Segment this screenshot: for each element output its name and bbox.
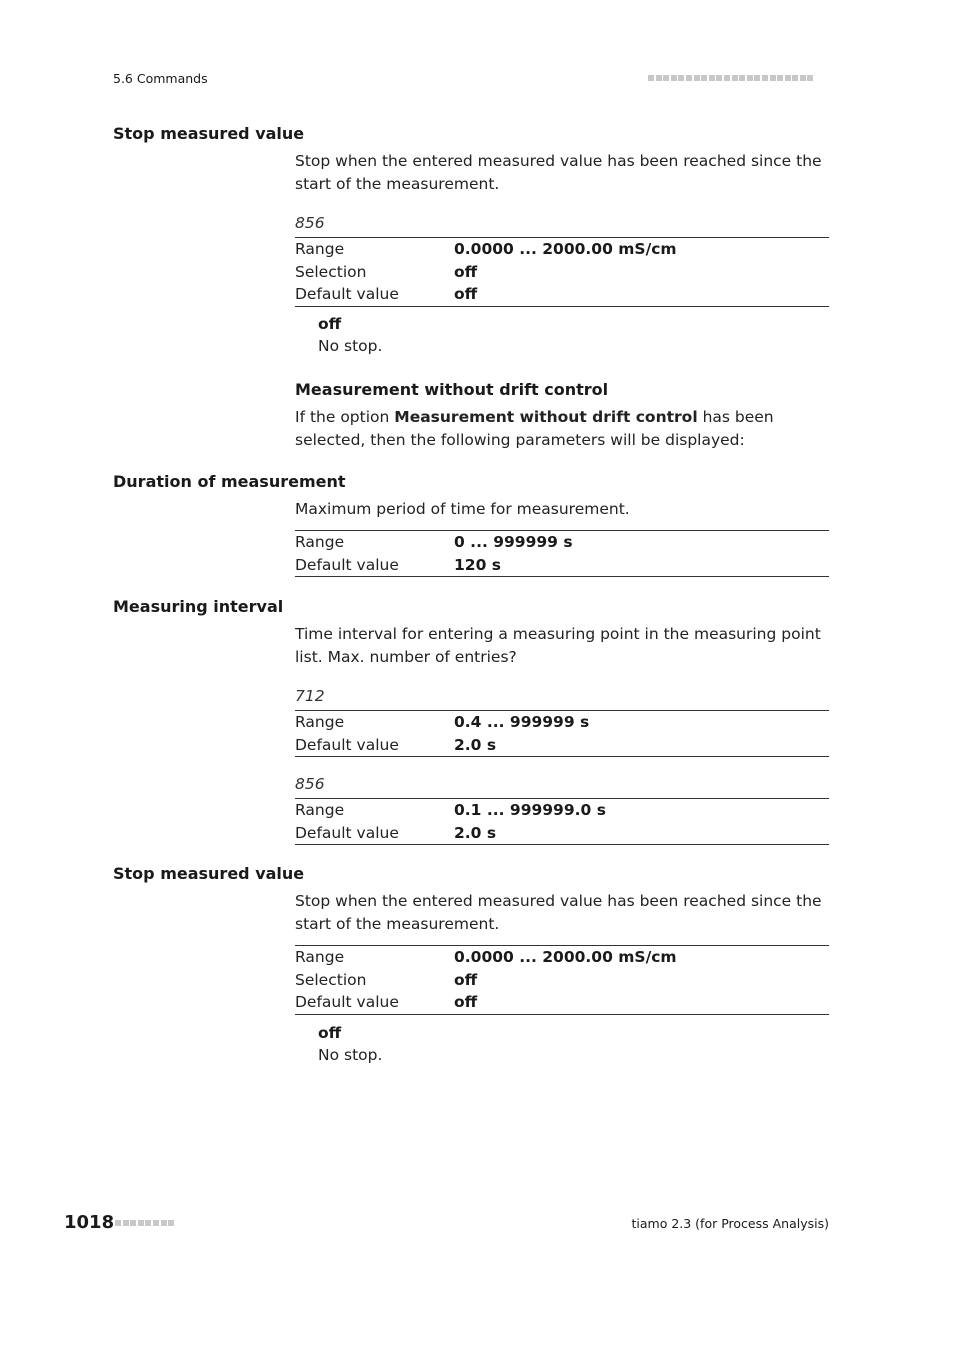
row-key: Selection bbox=[295, 262, 367, 281]
row-value: 2.0 s bbox=[454, 823, 497, 842]
row-key: Range bbox=[295, 713, 345, 732]
row-value: 0 ... 999999 s bbox=[454, 533, 573, 552]
device-model-label: 856 bbox=[295, 775, 325, 793]
param-table bbox=[295, 945, 829, 1015]
option-name: off bbox=[318, 1024, 342, 1042]
table-row bbox=[295, 991, 829, 1014]
row-value: 0.4 ... 999999 s bbox=[454, 713, 590, 732]
row-key: Range bbox=[295, 801, 345, 820]
row-value: 0.0000 ... 2000.00 mS/cm bbox=[454, 948, 677, 967]
table-row bbox=[295, 822, 829, 845]
table-row bbox=[295, 946, 829, 969]
row-value: 0.1 ... 999999.0 s bbox=[454, 801, 606, 820]
row-value: off bbox=[454, 993, 478, 1012]
option-name: off bbox=[318, 315, 342, 333]
row-key: Default value bbox=[295, 823, 399, 842]
running-header-section: 5.6 Commands bbox=[113, 71, 208, 86]
footer-decoration bbox=[115, 1220, 174, 1226]
page-number: 1018 bbox=[64, 1212, 115, 1233]
row-key: Default value bbox=[295, 993, 399, 1012]
option-description: No stop. bbox=[318, 1046, 383, 1064]
row-key: Default value bbox=[295, 735, 399, 754]
device-model-label: 712 bbox=[295, 687, 325, 705]
table-row bbox=[295, 711, 829, 734]
table-row bbox=[295, 799, 829, 822]
row-value: off bbox=[454, 285, 478, 304]
row-value: 120 s bbox=[454, 555, 501, 574]
param-description: Maximum period of time for measurement. bbox=[295, 500, 630, 518]
row-value: 2.0 s bbox=[454, 735, 497, 754]
param-table bbox=[295, 798, 829, 845]
row-key: Range bbox=[295, 948, 345, 967]
table-row bbox=[295, 734, 829, 757]
row-key: Default value bbox=[295, 555, 399, 574]
param-table bbox=[295, 237, 829, 307]
device-model-label: 856 bbox=[295, 214, 325, 232]
product-name: tiamo 2.3 (for Process Analysis) bbox=[631, 1216, 829, 1231]
table-row bbox=[295, 969, 829, 992]
param-title-measuring-interval: Measuring interval bbox=[113, 597, 284, 616]
row-value: off bbox=[454, 970, 478, 989]
row-key: Default value bbox=[295, 285, 399, 304]
table-row bbox=[295, 554, 829, 577]
param-description: Time interval for entering a measuring point in the measuring point list. Max. number of entries? bbox=[295, 625, 821, 666]
param-table bbox=[295, 530, 829, 577]
row-key: Range bbox=[295, 240, 345, 259]
table-row bbox=[295, 238, 829, 261]
param-description: Stop when the entered measured value has been reached since the start of the measurement. bbox=[295, 152, 822, 193]
table-row bbox=[295, 283, 829, 306]
param-title-stop-measured-value: Stop measured value bbox=[113, 124, 305, 143]
header-decoration bbox=[648, 75, 813, 81]
param-table bbox=[295, 710, 829, 757]
option-description: No stop. bbox=[318, 337, 383, 355]
param-title-stop-measured-value: Stop measured value bbox=[113, 864, 305, 883]
param-description: Stop when the entered measured value has been reached since the start of the measurement. bbox=[295, 892, 822, 933]
row-value: 0.0000 ... 2000.00 mS/cm bbox=[454, 240, 677, 259]
subsection-description: If the option Measurement without drift control has been selected, then the following parameters will be displayed: bbox=[295, 408, 774, 449]
row-key: Range bbox=[295, 533, 345, 552]
table-row bbox=[295, 531, 829, 554]
param-title-duration: Duration of measurement bbox=[113, 472, 346, 491]
table-row bbox=[295, 261, 829, 284]
row-value: off bbox=[454, 262, 478, 281]
row-key: Selection bbox=[295, 970, 367, 989]
subsection-title-no-drift: Measurement without drift control bbox=[295, 380, 609, 399]
